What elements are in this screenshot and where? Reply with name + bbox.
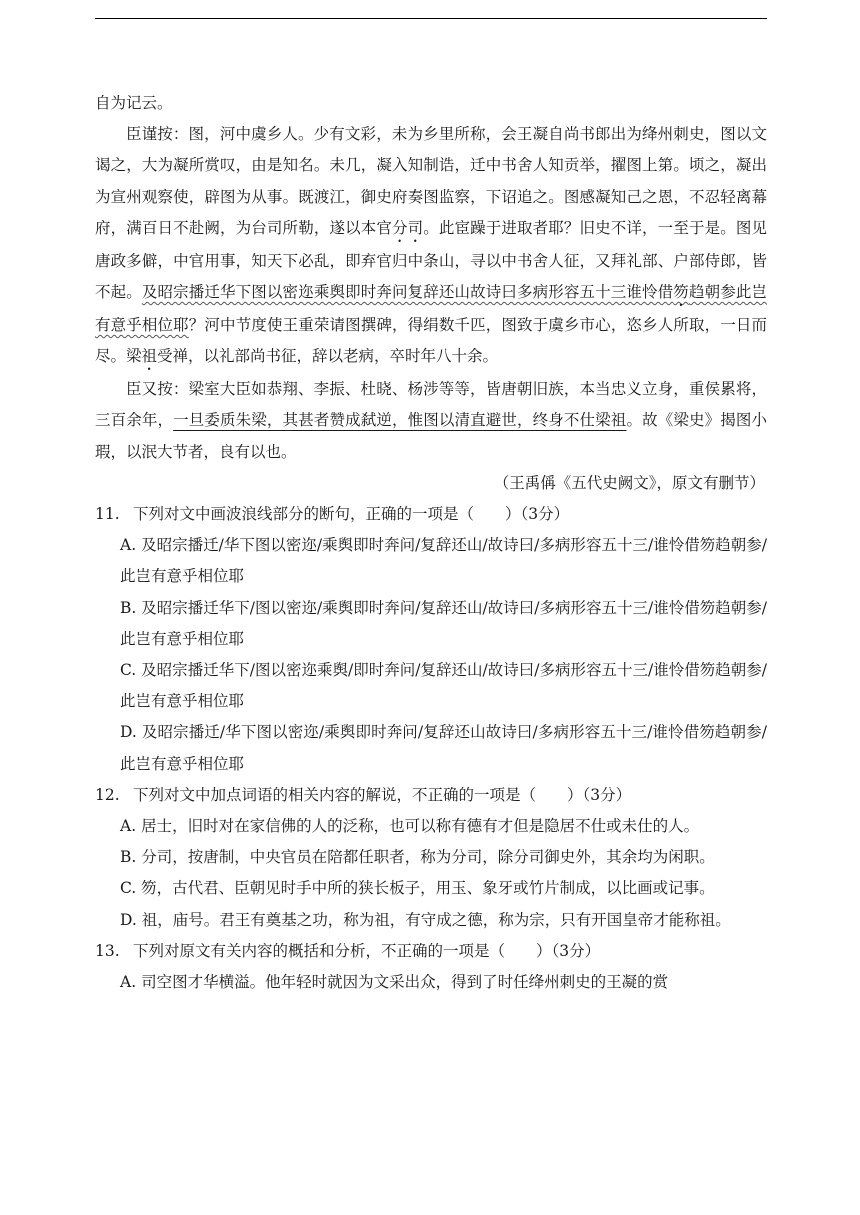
dotted-term-hu: 笏	[673, 283, 689, 302]
question-12-option-a	[95, 811, 767, 842]
passage-text: 臣又按：梁室大臣如恭翔、李振、杜晓、杨涉等等，皆唐朝旧族，本当忠义立身，重侯累将，三百余年，	[95, 380, 767, 430]
question-11-option-c	[95, 655, 767, 717]
passage-text: 。故《梁史》揭图小瑕，以泯大节者，良有以也。	[95, 411, 767, 461]
question-11-stem	[95, 499, 767, 530]
question-text: 下列对文中加点词语的相关内容的解说，不正确的一项是（ ）（3分）	[133, 785, 632, 804]
source-citation: （王禹偁《五代史阙文》，原文有删节）	[493, 473, 765, 492]
passage-text: ？河中节度使王重荣请图撰碑，得绢数千匹，图致于虞乡市心，恣乡人所取，一日而尽。梁	[95, 316, 767, 366]
option-letter: D.	[120, 723, 137, 742]
question-12-stem	[95, 780, 767, 811]
option-text: 居士，旧时对在家信佛的人的泛称，也可以称有德有才但是隐居不仕或未仕的人。	[141, 817, 700, 836]
question-12-option-b	[95, 842, 767, 873]
question-text: 下列对文中画波浪线部分的断句，正确的一项是（ ）（3分）	[133, 505, 570, 524]
passage-line: 自为记云。	[95, 94, 173, 112]
option-text: 及昭宗播迁/华下图以密迩/乘舆即时奔问/复辞还山故诗曰/多病形容五十三/谁怜借笏趋朝参/此岂有意乎相位耶	[120, 723, 767, 773]
passage-text: 。此宦躁于进取者耶？旧史不详，一至于是。图见唐政多僻，中官用事，知天下必乱，即弃官归中条山，寻以中书舍人征，又拜礼部、户部侍郎，皆不起。	[95, 218, 767, 302]
option-letter: C.	[120, 661, 137, 680]
passage-paragraph-1	[95, 119, 767, 374]
wavy-text: 及昭宗播迁华下图以密迩乘舆即时奔问复辞还山故诗曰多病形容五十三谁怜借	[141, 283, 674, 302]
passage-text: 受禅，以礼部尚书征，辞以老病，卒时年八十余。	[157, 347, 499, 366]
option-letter: C.	[120, 879, 137, 898]
passage-paragraph-2	[95, 374, 767, 468]
wavy-text: 趋朝参此岂有意乎相位耶	[95, 283, 767, 335]
option-text: 分司，按唐制，中央官员在陪都任职者，称为分司，除分司御史外，其余均为闲职。	[141, 848, 715, 867]
option-letter: A.	[120, 973, 137, 992]
question-12-option-d	[95, 905, 767, 936]
question-11-option-b	[95, 593, 767, 655]
option-text: 祖，庙号。君王有奠基之功，称为祖，有守成之德，称为宗，只有开国皇帝才能称祖。	[141, 910, 731, 929]
question-number: 13.	[95, 941, 120, 960]
question-11-option-a	[95, 530, 767, 592]
option-letter: B.	[120, 848, 137, 867]
underlined-segment: 一旦委质朱梁，其甚者赞成弑逆，惟图以清直避世，终身不仕梁祖	[173, 411, 627, 430]
document-page	[95, 88, 767, 998]
option-text: 及昭宗播迁华下/图以密迩乘舆/即时奔问/复辞还山/故诗曰/多病形容五十三/谁怜借笏趋朝参/此岂有意乎相位耶	[120, 661, 767, 711]
option-letter: D.	[120, 910, 137, 929]
passage-text: 臣谨按：图，河中虞乡人。少有文彩，未为乡里所称，会王凝自尚书郎出为绛州刺史，图以文谒之，大为凝所赏叹，由是知名。未几，凝入知制诰，迁中书舍人知贡举，擢图上第。顷之，凝出为宣州观察使，辟图为从事。既渡江，御史府奏图监察，下诏追之。图感凝知己之恩，不忍轻离幕府，满百日不赴阙，为台司所勒，遂以本官	[95, 125, 767, 237]
option-letter: B.	[120, 598, 137, 617]
option-text: 及昭宗播迁/华下图以密迩/乘舆即时奔问/复辞还山/故诗曰/多病形容五十三/谁怜借笏趋朝参/此岂有意乎相位耶	[120, 536, 767, 586]
dotted-term-fensi: 分司	[391, 218, 424, 237]
question-11-option-d	[95, 717, 767, 779]
question-13-stem	[95, 936, 767, 967]
question-number: 12.	[95, 785, 120, 804]
question-number: 11.	[95, 505, 120, 524]
option-letter: A.	[120, 817, 137, 836]
question-12-option-c	[95, 873, 767, 904]
option-text: 笏，古代君、臣朝见时手中所的狭长板子，用玉、象牙或竹片制成，以比画或记事。	[141, 879, 715, 898]
option-letter: A.	[120, 536, 137, 555]
question-text: 下列对原文有关内容的概括和分析，不正确的一项是（ ）（3分）	[133, 941, 601, 960]
option-text: 及昭宗播迁华下/图以密迩/乘舆即时奔问/复辞还山/故诗曰/多病形容五十三/谁怜借笏趋朝参/此岂有意乎相位耶	[120, 598, 767, 648]
question-13-option-a	[95, 967, 767, 998]
header-rule	[95, 18, 767, 19]
option-text: 司空图才华横溢。他年轻时就因为文采出众，得到了时任绛州刺史的王凝的赏	[141, 973, 669, 992]
dotted-term-zu: 祖	[141, 347, 158, 366]
